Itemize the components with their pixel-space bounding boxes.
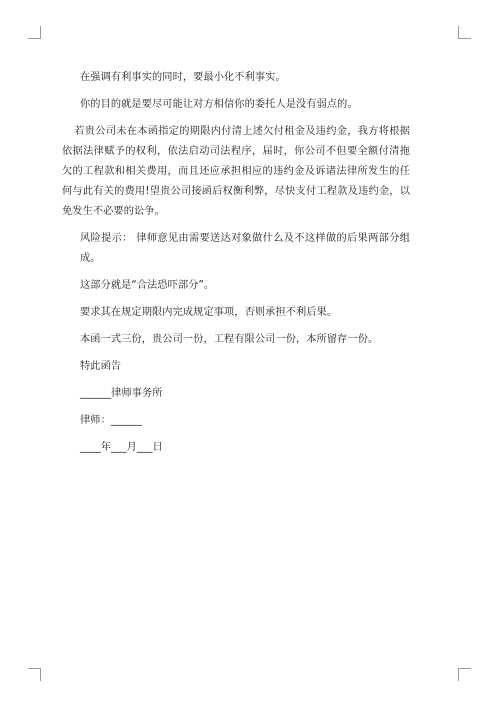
crop-mark-bottom-right bbox=[458, 668, 471, 681]
paragraph-3: 若贵公司未在本函指定的期限内付清上述欠付租金及违约金，我方将根据依据法律赋予的权利，依法启动司法程序，届时，你公司不但要全额付清拖欠的工程款和相关费用，而且还应承担相应的违约金及诉诸法律所发生的任何与此有关的费用!望贵公司接函后权衡利弊，尽快支付工程款及违约金，以免发生不必要的讼争。 bbox=[62, 126, 410, 217]
paragraph-7: 本函一式三份，贵公司一份，工程有限公司一份，本所留存一份。 bbox=[80, 334, 379, 345]
paragraph-5: 这部分就是“合法恐吓部分”。 bbox=[80, 280, 215, 291]
crop-mark-bottom-left bbox=[28, 668, 41, 681]
crop-mark-top-left bbox=[28, 26, 41, 39]
paragraph-1: 在强调有利事实的同时，要最小化不利事实。 bbox=[80, 72, 286, 83]
document-body bbox=[62, 68, 410, 465]
paragraph-2: 你的目的就是要尽可能让对方相信你的委托人是没有弱点的。 bbox=[80, 99, 358, 110]
paragraph-4: 风险提示： 律师意见由需要送达对象做什么及不这样做的后果两部分组成。 bbox=[80, 233, 410, 264]
crop-mark-top-right bbox=[458, 26, 471, 39]
signature-date: ____年___月___日 bbox=[80, 442, 163, 453]
lawyer-signature: 律师：______ bbox=[80, 415, 143, 426]
closing-phrase: 特此函告 bbox=[80, 361, 122, 372]
law-firm-signature: ______律师事务所 bbox=[80, 388, 163, 399]
paragraph-6: 要求其在规定期限内完成规定事项，否则承担不利后果。 bbox=[80, 307, 338, 318]
